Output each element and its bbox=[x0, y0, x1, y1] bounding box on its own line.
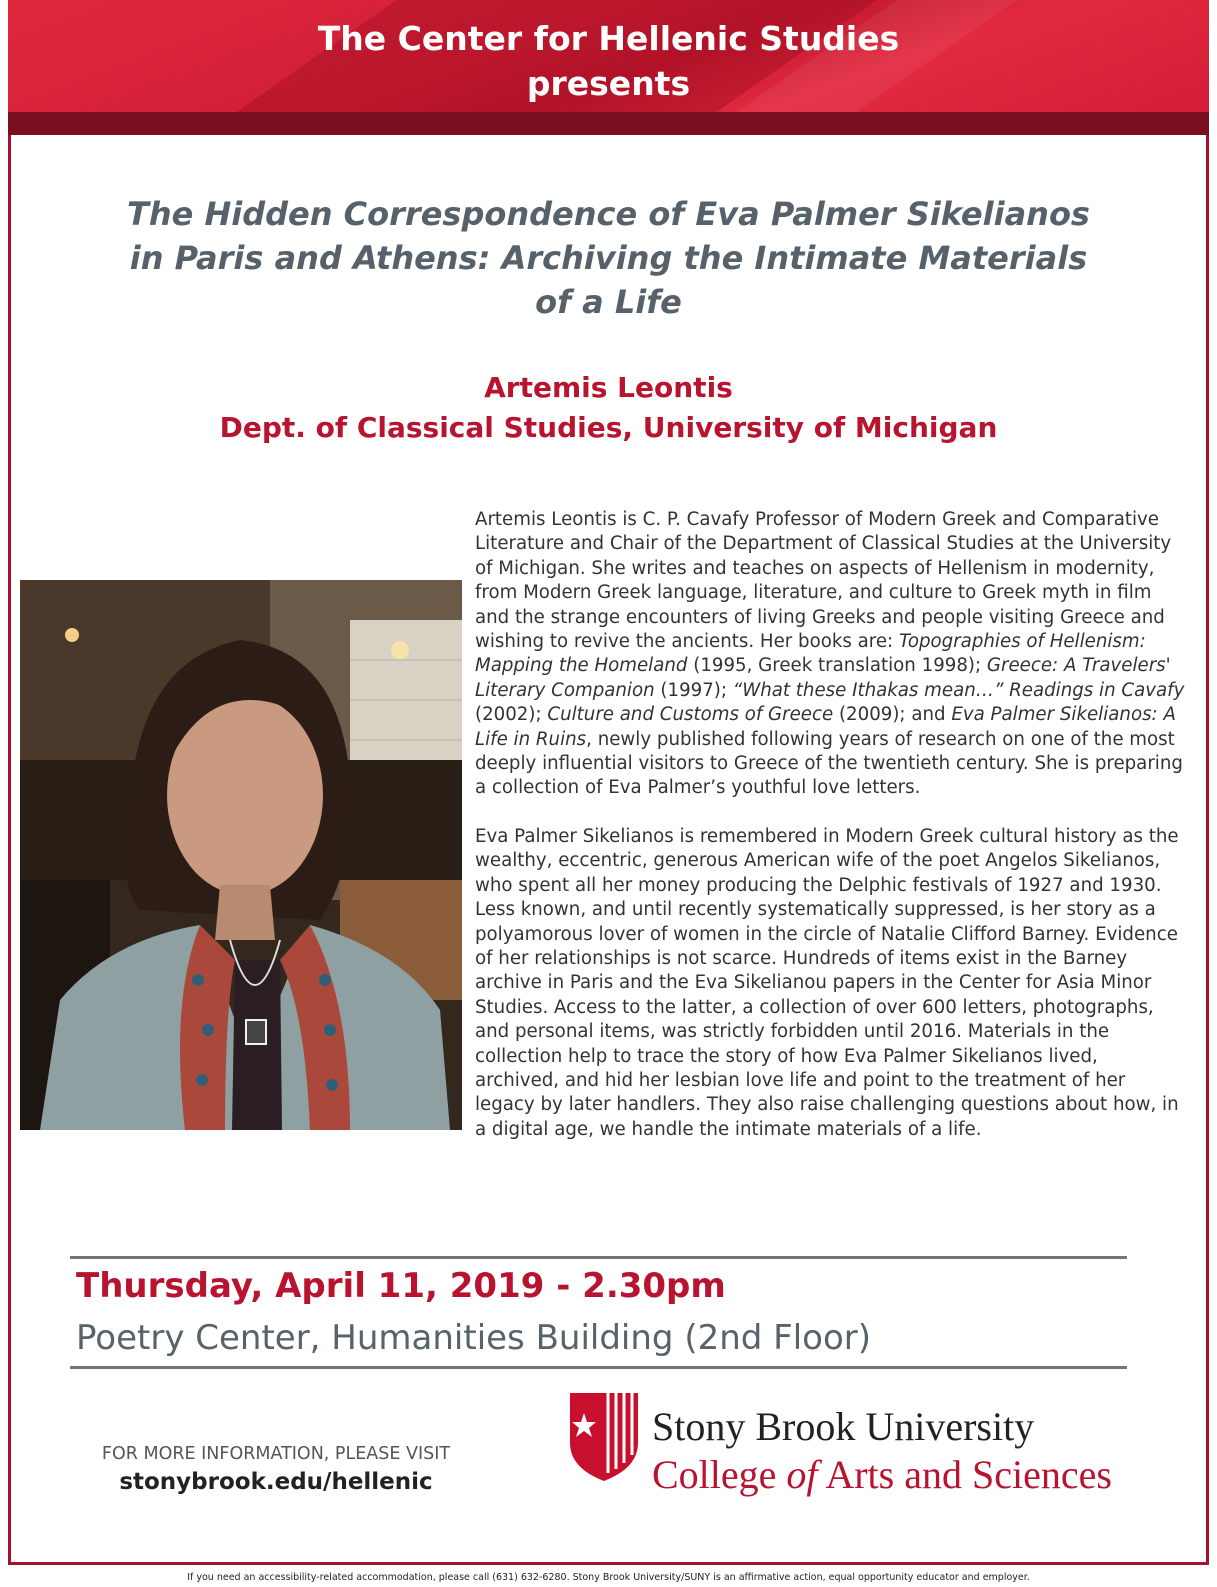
event-venue: Poetry Center, Humanities Building (2nd Floor) bbox=[76, 1318, 871, 1358]
lecture-title-line: The Hidden Correspondence of Eva Palmer Sikelianos bbox=[127, 195, 1090, 233]
banner-line-2: presents bbox=[526, 64, 691, 103]
divider-rule bbox=[70, 1366, 1127, 1369]
book-title: Culture and Customs of Greece bbox=[547, 704, 834, 726]
bio-text: (2009); and bbox=[833, 704, 952, 726]
lecture-title bbox=[30, 192, 1187, 324]
book-title: “What these Ithakas mean…” Readings in Cavafy bbox=[732, 679, 1185, 701]
divider-rule bbox=[70, 1256, 1127, 1259]
speaker-name: Artemis Leontis bbox=[484, 371, 733, 404]
speaker-affiliation: Dept. of Classical Studies, University of Michigan bbox=[219, 411, 998, 444]
bio-text: (1997); bbox=[654, 679, 733, 701]
speaker-photo-illustration bbox=[20, 580, 462, 1130]
bio-text: (1995, Greek translation 1998); bbox=[687, 655, 987, 677]
event-date: Thursday, April 11, 2019 - 2.30pm bbox=[76, 1266, 726, 1306]
speaker-block bbox=[30, 368, 1187, 448]
college-name-part: of bbox=[786, 1452, 818, 1497]
college-name bbox=[652, 1452, 1112, 1498]
bio-text: (2002); bbox=[475, 704, 548, 726]
more-info-prompt: FOR MORE INFORMATION, PLEASE VISIT bbox=[101, 1444, 451, 1464]
accessibility-footer: If you need an accessibility-related accommodation, please call (631) 632-6280. Stony Brook University/SUNY is an affirmative action, equal opportunity educator and employer. bbox=[187, 1572, 1030, 1583]
stony-brook-shield-icon bbox=[570, 1393, 638, 1481]
banner-band bbox=[8, 112, 1209, 135]
banner-heading bbox=[8, 16, 1209, 106]
bio-paragraph: Eva Palmer Sikelianos is remembered in Modern Greek cultural history as the wealthy, eccentric, generous American wife of the poet Angelos Sikelianos, who spent all her money producing the Delphic festivals of 1927 and 1930. Less known, and until recently systematically suppressed, is her story as a polyamorous lover of women in the circle of Natalie Clifford Barney. Evidence of her relationships is not scarce. Hundreds of items exist in the Barney archive in Paris and the Eva Sikelianou papers in the Center for Asia Minor Studies. Access to the latter, a collection of over 600 letters, photographs, and personal items, was strictly forbidden until 2016. Materials in the collection help to trace the story of how Eva Palmer Sikelianos lived, archived, and hid her lesbian love life and point to the treatment of her legacy by later handlers. They also raise challenging questions about how, in a digital age, we handle the intimate materials of a life. bbox=[475, 825, 1179, 1140]
lecture-title-line: of a Life bbox=[535, 283, 682, 321]
info-link[interactable]: stonybrook.edu/hellenic bbox=[119, 1469, 433, 1495]
book-title: Eva Palmer Sikelianos: A Life in Ruins bbox=[475, 704, 1176, 750]
bio-text: Artemis Leontis is C. P. Cavafy Professor of Modern Greek and Comparative Literature and Chair of the Department of Classical Studies at the University of Michigan. She writes and teaches on aspects of Hellenism in modernity, from Modern Greek language, literature, and culture to Greek myth in film and the strange encounters of living Greeks and people visiting Greece and wishing to revive the ancients. Her books are: bbox=[475, 509, 1172, 653]
college-name-part: Arts and Sciences bbox=[817, 1452, 1112, 1497]
speaker-photo bbox=[20, 580, 462, 1130]
bio-paragraph bbox=[475, 508, 1187, 801]
university-name: Stony Brook University bbox=[652, 1404, 1035, 1449]
bio-text: , newly published following years of research on one of the most deeply influential visitors to Greece of the twentieth century. She is preparing a collection of Eva Palmer’s youthful love letters. bbox=[475, 728, 1183, 799]
banner-line-1: The Center for Hellenic Studies bbox=[317, 19, 900, 58]
college-name-part: College bbox=[652, 1452, 787, 1497]
speaker-bio bbox=[475, 508, 1187, 1166]
book-title: Greece: A Travelers' Literary Companion bbox=[475, 655, 1171, 701]
lecture-title-line: in Paris and Athens: Archiving the Intimate Materials bbox=[129, 239, 1088, 277]
book-title: Topographies of Hellenism: Mapping the Homeland bbox=[475, 631, 1146, 677]
